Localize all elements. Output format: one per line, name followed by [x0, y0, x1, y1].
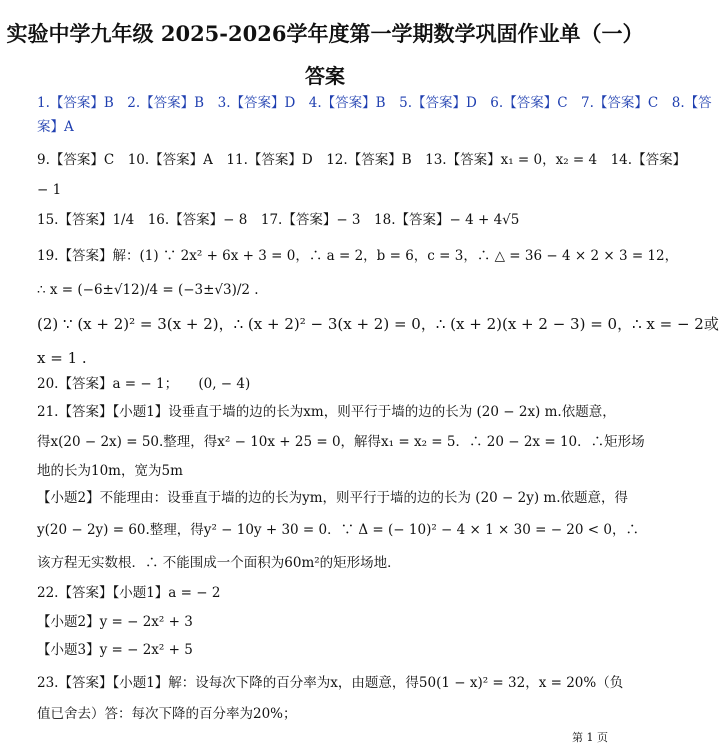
answer-line-3: 15.【答案】1/4 16.【答案】− 8 17.【答案】− 3 18.【答案】− 4 + 4√5: [37, 212, 520, 228]
answer-21-line-6: 该方程无实数根．∴ 不能围成一个面积为60m²的矩形场地．: [37, 555, 401, 571]
answer-line-2: 9.【答案】C 10.【答案】A 11.【答案】D 12.【答案】B 13.【答案】x₁ = 0，x₂ = 4 14.【答案】: [37, 152, 687, 168]
answer-22-line-3: 【小题3】y = − 2x² + 5: [37, 642, 193, 658]
answer-line-1b: 案】A: [37, 119, 74, 135]
answer-20: 20.【答案】a = − 1； (0, − 4): [37, 376, 251, 392]
answer-23-line-1: 23.【答案】【小题1】解：设每次下降的百分率为x，由题意，得50(1 − x)² = 32，x = 20%（负: [37, 675, 624, 691]
answer-21-line-1: 21.【答案】【小题1】设垂直于墙的边的长为xm，则平行于墙的边的长为 (20 − 2x) m.依题意，: [37, 404, 616, 420]
answer-19-line-3: (2) ∵ (x + 2)² = 3(x + 2)，∴ (x + 2)² − 3(x + 2) = 0，∴ (x + 2)(x + 2 − 3) = 0，∴ x = − 2或: [37, 315, 719, 333]
document-subtitle: 答案: [305, 64, 345, 88]
answer-21-line-3: 地的长为10m，宽为5m: [37, 463, 183, 479]
answer-21-line-5: y(20 − 2y) = 60.整理，得y² − 10y + 30 = 0．∵ Δ = (− 10)² − 4 × 1 × 30 = − 20 < 0，∴: [37, 522, 639, 538]
answer-line-2b: − 1: [37, 182, 62, 198]
page-number: 第 1 页: [572, 731, 608, 744]
answer-line-1: 1.【答案】B 2.【答案】B 3.【答案】D 4.【答案】B 5.【答案】D 6.【答案】C 7.【答案】C 8.【答: [37, 95, 712, 111]
answer-23-line-2: 值已舍去）答：每次下降的百分率为20%；: [37, 706, 297, 722]
document-title: 实验中学九年级 2025-2026学年度第一学期数学巩固作业单（一）: [6, 21, 644, 46]
answer-22-line-2: 【小题2】y = − 2x² + 3: [37, 614, 193, 630]
answer-21-line-2: 得x(20 − 2x) = 50.整理，得x² − 10x + 25 = 0，解得x₁ = x₂ = 5．∴ 20 − 2x = 10．∴矩形场: [37, 434, 645, 450]
answer-19-line-4: x = 1 .: [37, 349, 87, 367]
answer-19-line-1: 19.【答案】解：(1) ∵ 2x² + 6x + 3 = 0，∴ a = 2，b = 6，c = 3，∴ △ = 36 − 4 × 2 × 3 = 12，: [37, 248, 679, 264]
answer-22-line-1: 22.【答案】【小题1】a = − 2: [37, 585, 221, 601]
answer-21-line-4: 【小题2】不能理由：设垂直于墙的边的长为ym，则平行于墙的边的长为 (20 − 2y) m.依题意，得: [37, 490, 629, 506]
answer-19-line-2: ∴ x = (−6±√12)/4 = (−3±√3)/2 .: [37, 282, 259, 298]
